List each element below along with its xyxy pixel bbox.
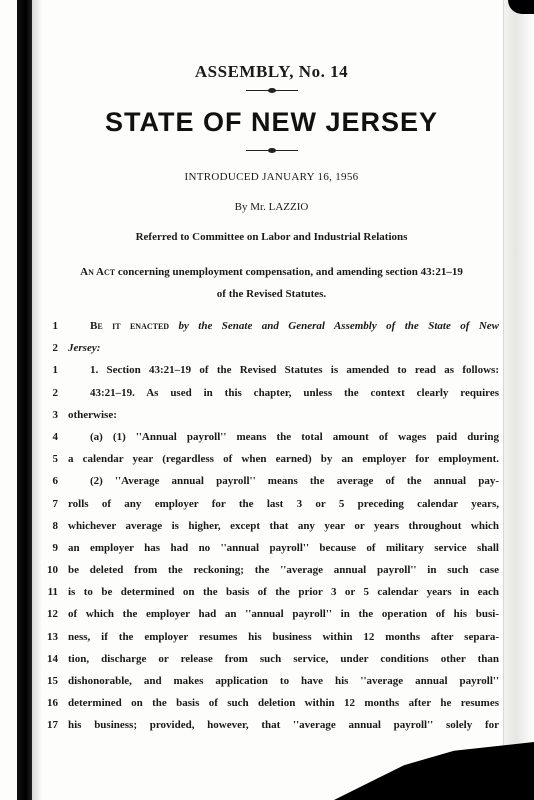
line-number: 2 (52, 386, 58, 399)
line-text: an employer has had no ''annual payroll'' because of military service shall (68, 541, 499, 554)
line-text: of which the employer had an ''annual payroll'' in the operation of his busi- (68, 608, 499, 621)
bill-line (44, 670, 499, 692)
line-number: 11 (47, 586, 58, 599)
bill-line (44, 626, 499, 648)
line-number: 1 (52, 364, 58, 377)
line-number: 1 (52, 320, 58, 332)
act-title (44, 261, 499, 305)
line-number: 15 (47, 675, 58, 687)
act-title-text: concerning unemployment compensation, and amending section 43:21–19 (117, 266, 463, 278)
line-text: his business; provided, however, that ''average annual payroll'' solely for (68, 719, 499, 732)
scan-shadow (32, 0, 42, 800)
bill-number: ASSEMBLY, No. 14 (194, 62, 349, 81)
line-number: 17 (47, 719, 58, 732)
line-number: 6 (52, 475, 58, 488)
line-number: 9 (52, 541, 58, 554)
bill-line (44, 337, 499, 359)
line-text: 43:21–19. As used in this chapter, unless the context clearly requires (90, 386, 499, 399)
line-text: tion, discharge or release from such service, under conditions other than (68, 652, 499, 665)
line-number: 12 (47, 608, 58, 621)
bill-line (44, 648, 499, 670)
sponsor-line: By Mr. LAZZIO (234, 201, 309, 213)
act-title-line2: of the Revised Statutes. (216, 288, 327, 300)
state-heading: STATE OF NEW JERSEY (104, 107, 439, 137)
line-number: 13 (47, 630, 58, 643)
line-text: ness, if the employer resumes his business within 12 months after separa- (68, 630, 499, 643)
line-number: 3 (52, 408, 58, 421)
line-text: rolls of any employer for the last 3 or 5 preceding calendar years, (68, 497, 499, 510)
introduced-date: INTRODUCED JANUARY 16, 1956 (184, 171, 359, 183)
divider-ornament (246, 148, 298, 153)
bill-line (44, 448, 499, 470)
bill-line (44, 714, 499, 736)
scan-thumb-shadow (334, 742, 534, 800)
bill-line (44, 559, 499, 581)
page-stack-edge (503, 0, 534, 800)
act-title-lead: An Act (80, 266, 116, 278)
bill-body (44, 315, 499, 737)
line-text: whichever average is higher, except that any year or years throughout which (68, 519, 499, 532)
bill-line (44, 493, 499, 515)
line-number: 8 (52, 519, 58, 532)
bill-line (44, 581, 499, 603)
line-text: dishonorable, and makes application to have his ''average annual payroll'' (68, 675, 499, 687)
line-number: 10 (47, 564, 58, 577)
line-number: 5 (52, 453, 58, 466)
line-number: 7 (52, 497, 58, 510)
bill-line (44, 404, 499, 426)
bill-line (44, 382, 499, 404)
line-text: (a) (1) ''Annual payroll'' means the total amount of wages paid during (90, 430, 499, 443)
bill-line (44, 692, 499, 714)
scan-binding-edge (17, 0, 32, 800)
bill-line (44, 315, 499, 337)
line-number: 16 (47, 697, 58, 710)
line-text (90, 315, 499, 337)
committee-referral: Referred to Committee on Labor and Industrial Relations (135, 231, 408, 243)
divider-ornament (246, 88, 298, 93)
line-text: Jersey: (68, 342, 101, 355)
document-content (44, 62, 499, 737)
bill-line (44, 470, 499, 492)
line-number: 4 (52, 430, 58, 443)
line-number: 14 (47, 652, 58, 665)
line-text: a calendar year (regardless of when earned) by an employer for employment. (68, 453, 499, 466)
enacting-clause-text: by the Senate and General Assembly of the State of New (178, 320, 499, 332)
line-text: is to be determined on the basis of the prior 3 or 5 calendar years in each (68, 586, 499, 599)
line-text: otherwise: (68, 408, 117, 421)
bill-line (44, 515, 499, 537)
line-text: determined on the basis of such deletion within 12 months after he resumes (68, 697, 499, 710)
line-text: (2) ''Average annual payroll'' means the average of the annual pay- (90, 475, 499, 488)
enacting-clause-lead: Be it enacted (90, 320, 170, 332)
line-text: 1. Section 43:21–19 of the Revised Statutes is amended to read as follows: (90, 364, 499, 377)
bill-line (44, 359, 499, 381)
bill-line (44, 426, 499, 448)
line-text: be deleted from the reckoning; the ''average annual payroll'' in such case (68, 564, 499, 577)
bill-line (44, 537, 499, 559)
line-number: 2 (52, 342, 58, 355)
bill-line (44, 603, 499, 625)
